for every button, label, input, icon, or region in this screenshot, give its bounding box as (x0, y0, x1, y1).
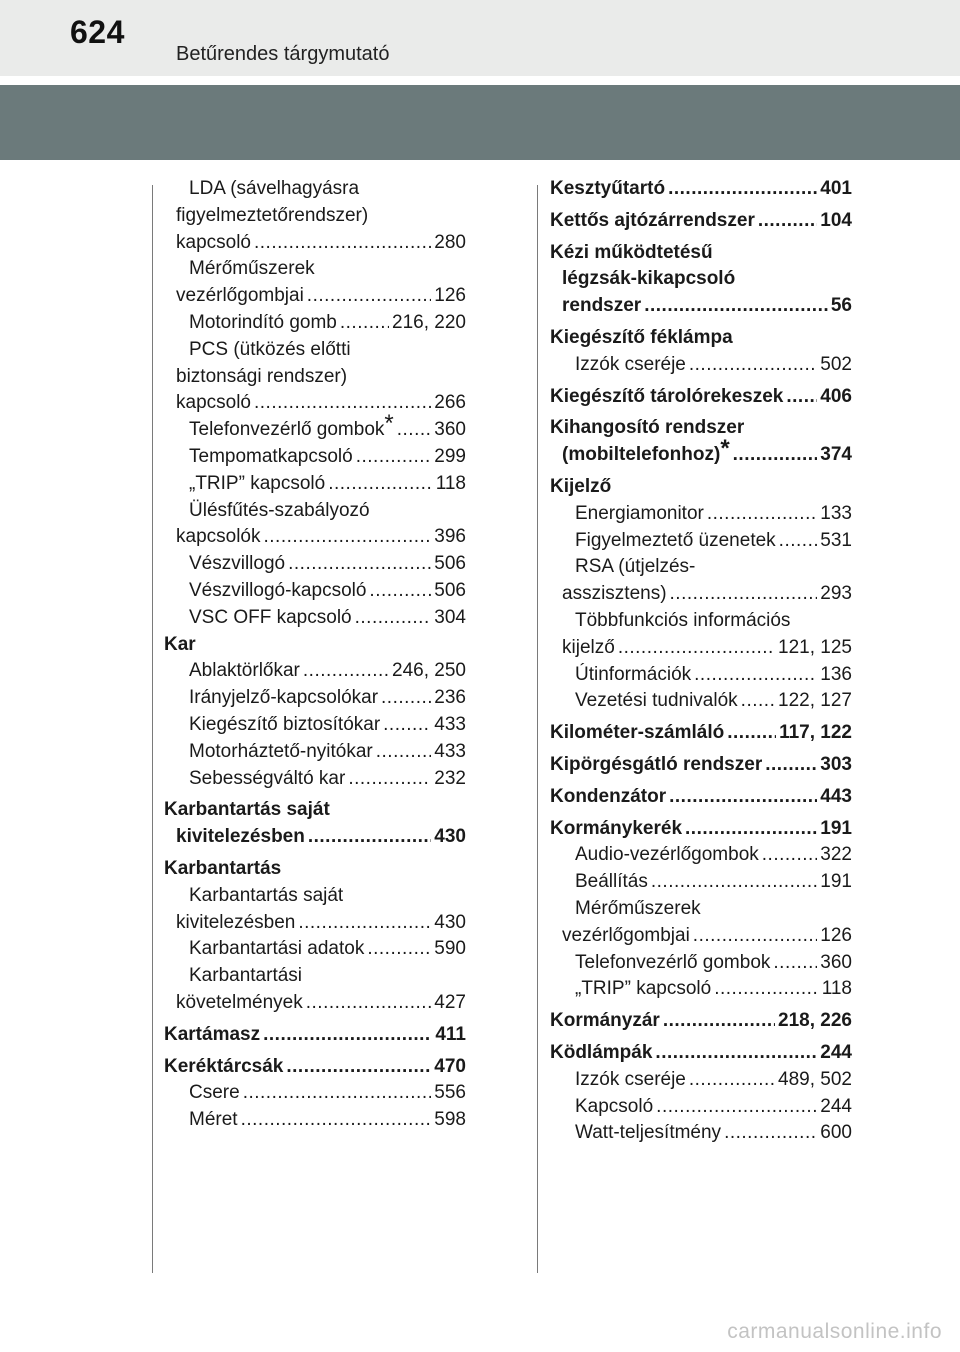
entry-label: Kormányzár (550, 1010, 660, 1032)
dot-leader (786, 384, 817, 411)
page-reference: 56 (830, 295, 852, 317)
page-reference: 433 (434, 713, 466, 735)
entry-label: Kettős ajtózárrendszer (550, 209, 755, 231)
entry-label: Karbantartási adatok (189, 938, 365, 960)
index-entry (550, 1008, 852, 1035)
page-reference: 122, 127 (778, 690, 852, 712)
page-reference: 322 (820, 844, 852, 866)
page-reference: 280 (434, 231, 466, 253)
index-subentry (164, 310, 466, 337)
page-reference: 396 (434, 526, 466, 548)
dot-leader (644, 293, 828, 320)
index-entry (550, 752, 852, 779)
dot-leader (376, 739, 432, 766)
index-entry (164, 1022, 466, 1049)
entry-text-line: Mérőműszerek (189, 258, 315, 280)
page-reference: 126 (820, 924, 852, 946)
index-line (550, 662, 852, 689)
entry-label: Vészvillogó-kapcsoló (189, 579, 367, 601)
index-entry (550, 415, 852, 469)
page-reference: 232 (434, 767, 466, 789)
index-line (164, 824, 466, 851)
entry-label: Kesztyűtartó (550, 178, 666, 199)
dot-leader (773, 950, 817, 977)
dot-leader (651, 869, 817, 896)
index-line (164, 936, 466, 963)
entry-label: Kilométer-számláló (550, 722, 725, 744)
index-line (550, 923, 852, 950)
page-reference: 556 (434, 1082, 466, 1104)
page-reference: 266 (434, 392, 466, 414)
index-line (164, 990, 466, 1017)
page-reference: 406 (820, 385, 852, 407)
index-line (550, 950, 852, 977)
dot-leader (264, 524, 432, 551)
dot-leader (733, 442, 818, 469)
entry-label: Vezetési tudnivalók (575, 690, 738, 712)
page-reference: 236 (434, 687, 466, 709)
index-line (550, 581, 852, 608)
index-line (550, 176, 852, 203)
index-subentry (164, 444, 466, 471)
entry-label: „TRIP” kapcsoló (189, 472, 326, 494)
page-reference: 433 (434, 740, 466, 762)
dot-leader (724, 1120, 817, 1147)
index-subentry (164, 176, 466, 256)
page-reference: 216, 220 (392, 311, 466, 333)
index-line (164, 283, 466, 310)
dot-leader (727, 720, 776, 747)
entry-label: Keréktárcsák (164, 1055, 284, 1077)
index-line (164, 910, 466, 937)
dot-leader (397, 417, 432, 444)
entry-label: „TRIP” kapcsoló (575, 978, 712, 1000)
entry-label: Kiegészítő biztosítókar (189, 713, 381, 735)
index-subentry (164, 337, 466, 417)
index-line (550, 293, 852, 320)
index-entry (164, 632, 466, 793)
dot-leader (779, 528, 818, 555)
page-reference: 218, 226 (778, 1010, 852, 1032)
entry-label: Vészvillogó (189, 553, 286, 575)
entry-label: Ablaktörlőkar (189, 660, 300, 682)
index-line (550, 635, 852, 662)
entry-label: Figyelmeztető üzenetek (575, 529, 776, 551)
index-line (164, 390, 466, 417)
page-reference: 430 (434, 826, 466, 848)
page-reference: 430 (434, 911, 466, 933)
page-title: Betűrendes tárgymutató (176, 43, 390, 65)
page-reference: 590 (434, 938, 466, 960)
entry-heading: Kijelző (550, 475, 612, 497)
entry-label: Kartámasz (164, 1023, 261, 1045)
index-line (164, 410, 466, 444)
entry-label: Csere (189, 1082, 240, 1104)
page-reference: 303 (820, 753, 852, 775)
entry-heading: Kiegészítő féklámpa (550, 326, 733, 348)
page-reference: 246, 250 (392, 660, 466, 682)
index-line (164, 444, 466, 471)
page-reference: 489, 502 (778, 1068, 852, 1090)
entry-text-line: Ülésfűtés-szabályozó (189, 499, 370, 521)
dot-leader (383, 712, 431, 739)
dot-leader (381, 685, 431, 712)
dot-leader (303, 658, 389, 685)
index-line (164, 605, 466, 632)
page-reference: 506 (434, 579, 466, 601)
dot-leader (669, 784, 817, 811)
entry-text-line: Karbantartás saját (189, 884, 344, 906)
entry-text-line: légzsák-kikapcsoló (562, 268, 736, 290)
index-entry (550, 784, 852, 811)
entry-label: Méret (189, 1109, 238, 1131)
index-subentry (164, 471, 466, 498)
index-line (164, 578, 466, 605)
page-reference: 104 (820, 209, 852, 231)
index-line (550, 1094, 852, 1121)
dot-leader (689, 1067, 775, 1094)
entry-label: Tempomatkapcsoló (189, 445, 353, 467)
dot-leader (693, 923, 818, 950)
index-entry (164, 1054, 466, 1134)
index-line (550, 816, 852, 843)
entry-text-line: RSA (útjelzés- (575, 556, 696, 578)
footnote-marker: * (720, 435, 730, 463)
page-reference: 600 (820, 1122, 852, 1144)
header-bar (0, 0, 960, 76)
index-line (550, 842, 852, 869)
dot-leader (369, 578, 431, 605)
index-line (550, 1008, 852, 1035)
page-reference: 360 (434, 419, 466, 441)
dot-leader (328, 471, 433, 498)
index-line (550, 784, 852, 811)
left-column-rule (152, 185, 153, 1273)
entry-label: vezérlőgombjai (176, 285, 304, 307)
page-reference: 598 (434, 1109, 466, 1131)
dot-leader (367, 936, 431, 963)
entry-label: kapcsolók (176, 526, 261, 548)
page-reference: 133 (820, 502, 852, 524)
dot-leader (288, 551, 431, 578)
dot-leader (306, 990, 432, 1017)
entry-label: Beállítás (575, 871, 648, 893)
index-subentry (164, 498, 466, 552)
dot-leader (241, 1107, 432, 1134)
entry-text-line: Kézi működtetésű (550, 241, 713, 263)
index-line (164, 739, 466, 766)
dot-leader (308, 824, 431, 851)
index-line (164, 658, 466, 685)
dot-leader (663, 1008, 775, 1035)
dot-leader (356, 444, 432, 471)
index-entry (164, 856, 466, 1017)
page-reference: 443 (820, 785, 852, 807)
index-entry (550, 384, 852, 411)
page-reference: 360 (820, 951, 852, 973)
index-line (550, 352, 852, 379)
index-subentry (164, 605, 466, 632)
index-line (164, 551, 466, 578)
dot-leader (758, 208, 817, 235)
dot-leader (655, 1040, 817, 1067)
page-reference: 136 (820, 663, 852, 685)
index-line (550, 435, 852, 469)
entry-label: Telefonvezérlő gombok* (189, 410, 394, 441)
entry-text-line: biztonsági rendszer) (176, 365, 348, 387)
entry-label: kivitelezésben (176, 911, 296, 933)
page-reference: 531 (820, 529, 852, 551)
footnote-marker: * (384, 410, 394, 438)
page-reference: 118 (435, 472, 466, 494)
dot-leader (254, 390, 431, 417)
index-line (550, 976, 852, 1003)
index-entry (550, 176, 852, 203)
index-line (164, 766, 466, 793)
entry-label: Sebességváltó kar (189, 767, 346, 789)
entry-label: asszisztens) (562, 583, 667, 605)
page-reference: 191 (820, 817, 852, 839)
dot-leader (670, 581, 818, 608)
index-line (164, 524, 466, 551)
index-line (550, 208, 852, 235)
index-line (550, 501, 852, 528)
watermark: carmanualsonline.info (727, 1320, 942, 1343)
entry-label: Kiegészítő tárolórekeszek (550, 385, 784, 407)
dot-leader (298, 910, 431, 937)
index-line (164, 712, 466, 739)
index-line (550, 528, 852, 555)
entry-label: Watt-teljesítmény (575, 1122, 722, 1144)
index-entry (550, 816, 852, 1004)
entry-label: Izzók cseréje (575, 353, 686, 375)
entry-label: Motorháztető-nyitókar (189, 740, 373, 762)
index-line (550, 720, 852, 747)
index-line (164, 685, 466, 712)
entry-text-line: LDA (sávelhagyásra (189, 178, 360, 199)
entry-label: vezérlőgombjai (562, 924, 690, 946)
dot-leader (348, 766, 431, 793)
entry-label: Kipörgésgátló rendszer (550, 753, 763, 775)
index-entry (164, 797, 466, 851)
entry-label: kapcsoló (176, 231, 251, 253)
entry-label: Izzók cseréje (575, 1068, 686, 1090)
index-column-right (550, 176, 852, 1152)
dot-leader (618, 635, 775, 662)
entry-label: kapcsoló (176, 392, 251, 414)
dot-leader (340, 310, 389, 337)
page-reference: 126 (434, 285, 466, 307)
index-line (164, 1107, 466, 1134)
entry-label: Irányjelző-kapcsolókar (189, 687, 379, 709)
index-entry (550, 1040, 852, 1147)
page-reference: 244 (820, 1095, 852, 1117)
page-reference: 506 (434, 553, 466, 575)
index-subentry (164, 256, 466, 310)
index-entry (550, 720, 852, 747)
entry-text-line: figyelmeztetőrendszer) (176, 204, 369, 226)
entry-label: Útinformációk (575, 663, 692, 685)
entry-label: kivitelezésben (176, 826, 305, 848)
dot-leader (263, 1022, 432, 1049)
entry-text-line: Karbantartási (189, 965, 303, 987)
entry-text-line: Kihangosító rendszer (550, 417, 745, 439)
index-line (164, 1054, 466, 1081)
dot-leader (243, 1080, 432, 1107)
index-line (164, 310, 466, 337)
index-entry (550, 208, 852, 235)
dot-leader (741, 688, 775, 715)
entry-label: Motorindító gomb (189, 311, 337, 333)
entry-label: Kapcsoló (575, 1095, 654, 1117)
index-line (164, 1022, 466, 1049)
index-line (550, 752, 852, 779)
dot-leader (714, 976, 819, 1003)
dot-leader (307, 283, 432, 310)
index-line (164, 1080, 466, 1107)
entry-label: Audio-vezérlőgombok (575, 844, 759, 866)
dot-leader (254, 230, 431, 257)
page-reference: 191 (820, 871, 852, 893)
page-reference: 374 (820, 444, 852, 466)
page-reference: 121, 125 (778, 636, 852, 658)
index-entry (550, 240, 852, 320)
entry-label: Ködlámpák (550, 1041, 653, 1063)
entry-text-line: Többfunkciós információs (575, 609, 791, 631)
index-entry (550, 325, 852, 379)
entry-label: követelmények (176, 991, 303, 1013)
dot-leader (286, 1054, 431, 1081)
dot-leader (355, 605, 432, 632)
entry-label: Telefonvezérlő gombok (575, 951, 771, 973)
index-line (164, 230, 466, 257)
page-reference: 244 (820, 1041, 852, 1063)
page-reference: 502 (820, 353, 852, 375)
page-reference: 118 (821, 978, 852, 1000)
dot-leader (694, 662, 817, 689)
entry-label: Kondenzátor (550, 785, 667, 807)
dot-leader (689, 352, 817, 379)
index-entry (550, 474, 852, 715)
index-line (550, 1067, 852, 1094)
page-reference: 299 (434, 445, 466, 467)
entry-label: (mobiltelefonhoz)* (562, 435, 730, 466)
entry-heading: Kar (164, 633, 196, 655)
page-reference: 304 (434, 606, 466, 628)
dot-leader (762, 842, 818, 869)
entry-heading: Karbantartás (164, 857, 282, 879)
entry-text-line: Mérőműszerek (575, 897, 701, 919)
index-line (550, 869, 852, 896)
index-line (164, 471, 466, 498)
dot-leader (765, 752, 817, 779)
index-subentry (164, 551, 466, 578)
dot-leader (668, 176, 817, 203)
entry-label: VSC OFF kapcsoló (189, 606, 352, 628)
page-reference: 293 (820, 583, 852, 605)
index-line (550, 384, 852, 411)
section-banner (0, 85, 960, 160)
dot-leader (685, 816, 817, 843)
page-reference: 470 (434, 1055, 466, 1077)
page-reference: 117, 122 (779, 722, 852, 744)
dot-leader (656, 1094, 817, 1121)
index-subentry (164, 410, 466, 444)
index-column-left (164, 176, 466, 1139)
index-line (550, 1040, 852, 1067)
entry-label: Energiamonitor (575, 502, 704, 524)
index-line (550, 1120, 852, 1147)
page-number: 624 (70, 14, 125, 50)
dot-leader (707, 501, 817, 528)
index-subentry (164, 578, 466, 605)
page-reference: 427 (434, 991, 466, 1013)
page-reference: 411 (435, 1023, 466, 1045)
entry-text-line: Karbantartás saját (164, 799, 330, 821)
entry-label: Kormánykerék (550, 817, 683, 839)
center-column-rule (537, 185, 538, 1273)
page-reference: 401 (820, 178, 852, 199)
index-line (550, 688, 852, 715)
entry-label: rendszer (562, 295, 642, 317)
entry-label: kijelző (562, 636, 615, 658)
entry-text-line: PCS (ütközés előtti (189, 338, 351, 360)
